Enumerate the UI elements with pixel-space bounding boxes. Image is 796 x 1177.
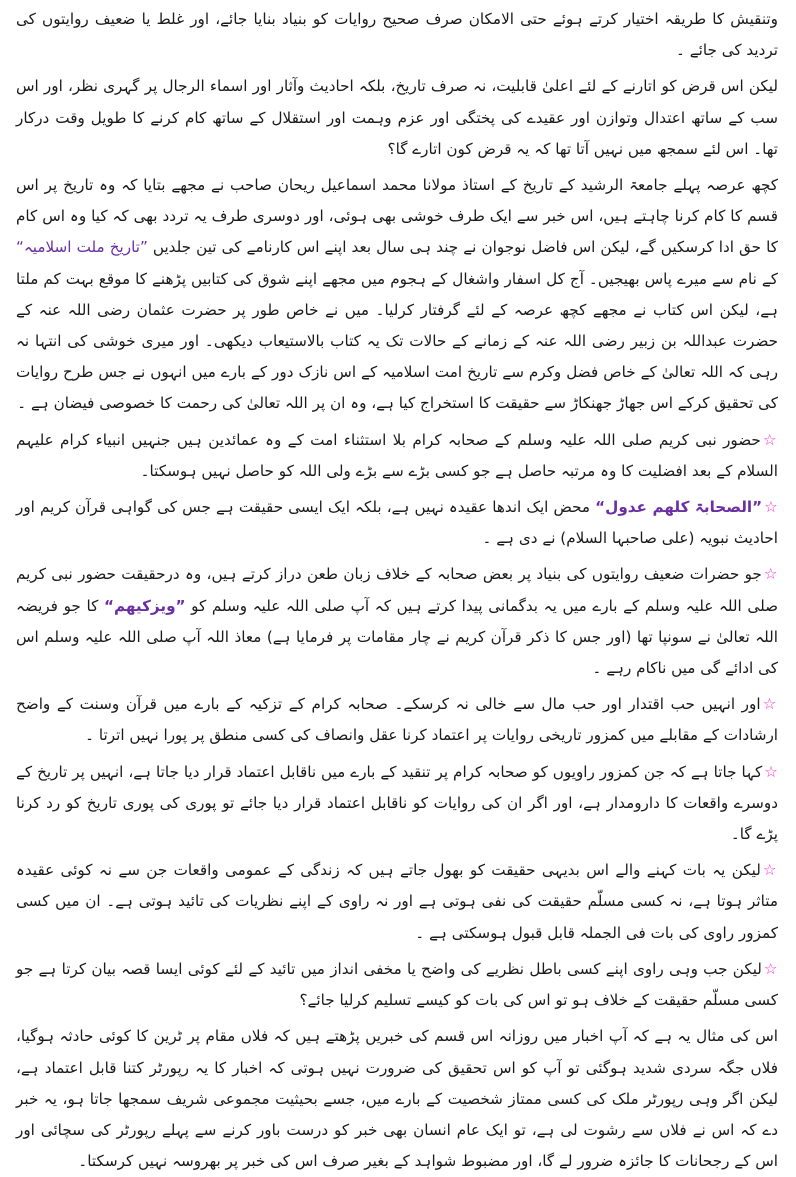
bullet-point-6 [16, 855, 778, 949]
bullet-point-4-text: اور انہیں حب اقتدار اور حب مال سے خالی نہ کرسکے۔ صحابہ کرام کے تزکیہ کے بارے میں قرآن وسنت کے واضح ارشادات کے مقابلے میں کمزور تاریخی روایات پر اعتماد کرنا عقل وانصاف کی کسی منطق پر پورا نہیں اترتا ۔ [16, 695, 778, 745]
bullet-point-4 [16, 689, 778, 751]
star-icon: ☆ [763, 959, 778, 978]
bullet-point-3 [16, 559, 778, 684]
paragraph-1 [16, 4, 778, 66]
paragraph-final-text: اس کی مثال یہ ہے کہ آپ اخبار میں روزانہ اس قسم کی خبریں پڑھتے ہیں کہ فلاں مقام پر ٹرین کا کوئی حادثہ ہوگیا، فلاں جگہ سردی شدید ہوگئی تو آپ کو اس تحقیق کی ضرورت نہیں ہوتی کہ اخبار کا یہ رپورٹر کتنا قابل اعتماد ہے، لیکن اگر وہی رپورٹر ملک کی کسی ممتاز شخصیت کے بارے میں، جسے بحیثیت مجموعی شریف سمجھا جاتا ہو، یہ خبر دے کہ اس نے فلاں سے رشوت لی ہے، تو ایک عام انسان بھی خبر کو درست باور کرنے سے پہلے رپورٹر کی سچائی اور اس کے رجحانات کا جائزہ ضرور لے گا، اور مضبوط شواہد کے بغیر صرف اس کی خبر پر بھروسہ نہیں کرسکتا۔ [16, 1027, 778, 1171]
star-icon: ☆ [764, 762, 778, 781]
star-icon: ☆ [762, 430, 778, 449]
paragraph-3 [16, 170, 778, 420]
bullet-point-6-text: لیکن یہ بات کہنے والے اس بدیہی حقیقت کو بھول جاتے ہیں کہ زندگی کے عمومی واقعات جن سے نہ کوئی عقیدہ متاثر ہوتا ہے، نہ کسی مسلّم حقیقت کی نفی ہوتی ہے اور نہ راوی کے اپنے نظریات کی تائید ہوتی ہے۔ ان میں کسی کمزور راوی کی بات فی الجملہ قابل قبول ہوسکتی ہے ۔ [16, 861, 778, 942]
paragraph-final [16, 1021, 778, 1177]
bullet-point-7 [16, 954, 778, 1016]
star-icon: ☆ [764, 498, 778, 517]
bullet-point-2-text-after: محض ایک اندھا عقیدہ نہیں ہے، بلکہ ایک ایسی حقیقت ہے جس کی گواہی قرآن کریم اور احادیث نبویہ (علی صاحبہا السلام) نے دی ہے ۔ [16, 498, 778, 548]
arabic-phrase-term: ”الصحابۃ کلھم عدول“ [595, 498, 763, 517]
bullet-point-3-text-after: کا جو فریضہ اللہ تعالیٰ نے سونپا تھا (اور جس کا ذکر قرآن کریم نے چار مقامات پر فرمایا ہے) معاذ اللہ آپ صلی اللہ علیہ وسلم اس کی ادائے گی میں ناکام رہے ۔ [16, 596, 778, 678]
paragraph-2 [16, 71, 778, 165]
star-icon: ☆ [762, 861, 778, 880]
book-title-term: ”تاریخ ملت اسلامیہ“ [16, 238, 148, 257]
bullet-point-2 [16, 492, 778, 554]
bullet-point-1-text: حضور نبی کریم صلی اللہ علیہ وسلم کے صحابہ کرام بلا استثناء امت کے وہ عمائدین ہیں جنہیں انبیاء کرام علیہم السلام کے بعد افضلیت کا وہ مرتبہ حاصل ہے جو کسی بڑے سے بڑے ولی اللہ کو حاصل نہیں ہوسکتا۔ [16, 430, 778, 480]
paragraph-1-text: وتنقیش کا طریقہ اختیار کرتے ہوئے حتی الامکان صرف صحیح روایات کو بنیاد بنایا جائے، اور غلط یا ضعیف روایتوں کی تردید کی جائے ۔ [16, 10, 778, 60]
quranic-word-term: ”ویزکیھم“ [103, 596, 186, 615]
star-icon: ☆ [762, 695, 778, 714]
paragraph-3-text-after: کے نام سے میرے پاس بھیجیں۔ آج کل اسفار واشغال کے ہجوم میں مجھے اپنے شوق کی کتابیں پڑھنے کا موقع بہت کم ملتا ہے، لیکن اس کتاب نے مجھے کچھ عرصہ کے لئے گرفتار کرلیا۔ میں نے خاص طور پر حضرت عثمان رضی اللہ عنہ کے حضرت عبداللہ بن زبیر رضی اللہ عنہ کے زمانے کے حالات تک یہ کتاب بالاستیعاب دیکھی۔ اور میری خوشی کی انتہا نہ رہی کہ اللہ تعالیٰ کے خاص فضل وکرم سے تاریخ امت اسلامیہ کے اس نازک دور کے بارے میں انہوں نے جس طرح روایات کی تحقیق کرکے اس جھاڑ جھنکاڑ سے حقیقت کا استخراج کیا ہے، وہ ان پر اللہ تعالیٰ کی رحمت کا خصوصی فیضان ہے ۔ [16, 269, 778, 413]
bullet-point-7-text: لیکن جب وہی راوی اپنے کسی باطل نظریے کی واضح یا مخفی انداز میں تائید کے لئے کوئی ایسا قصہ بیان کرتا ہے جو کسی مسلّم حقیقت کے خلاف ہو تو اس کی بات کو کیسے تسلیم کرلیا جائے؟ [16, 959, 778, 1010]
bullet-point-3-text: جو حضرات ضعیف روایتوں کی بنیاد پر بعض صحابہ کے خلاف زبان طعن دراز کرتے ہیں، وہ درحقیقت حضور نبی کریم صلی اللہ علیہ وسلم کے بارے میں یہ بدگمانی پیدا کرتے ہیں کہ آپ صلی اللہ علیہ وسلم کو [16, 565, 778, 615]
paragraph-2-text: لیکن اس قرض کو اتارنے کے لئے اعلیٰ قابلیت، نہ صرف تاریخ، بلکہ احادیث وآثار اور اسماء الرجال پر گہری نظر، اور اس سب کے ساتھ اعتدال وتوازن اور عقیدے کی پختگی اور عزم وہمت اور استقلال کے ساتھ کام کرنے کا طویل وقت درکار تھا۔ اس لئے سمجھ میں نہیں آتا تھا کہ یہ قرض کون اتارے گا؟ [16, 77, 778, 158]
bullet-point-5-text: کہا جاتا ہے کہ جن کمزور راویوں کو صحابہ کرام پر تنقید کے بارے میں ناقابل اعتماد قرار دیا جاتا ہے، انہیں پر تاریخ کے دوسرے واقعات کا دارومدار ہے، اور اگر ان کی روایات کو ناقابل اعتماد قرار دیا جائے تو پوری کی پوری تاریخ کو رد کرنا پڑے گا۔ [16, 762, 778, 844]
star-icon: ☆ [763, 565, 778, 584]
paragraph-3-text: کچھ عرصہ پہلے جامعۃ الرشید کے تاریخ کے استاذ مولانا محمد اسماعیل ریحان صاحب نے مجھے بتایا کہ وہ تاریخ پر اس قسم کا کام کرنا چاہتے ہیں، اس خبر سے ایک طرف خوشی بھی ہوئی، اور دوسری طرف یہ تردد بھی کہ کیا وہ اس کام کا حق ادا کرسکیں گے، لیکن اس فاضل نوجوان نے چند ہی سال بعد اپنے اس کارنامے کی تین جلدیں [16, 176, 778, 257]
bullet-point-1 [16, 425, 778, 487]
bullet-point-5 [16, 757, 778, 851]
